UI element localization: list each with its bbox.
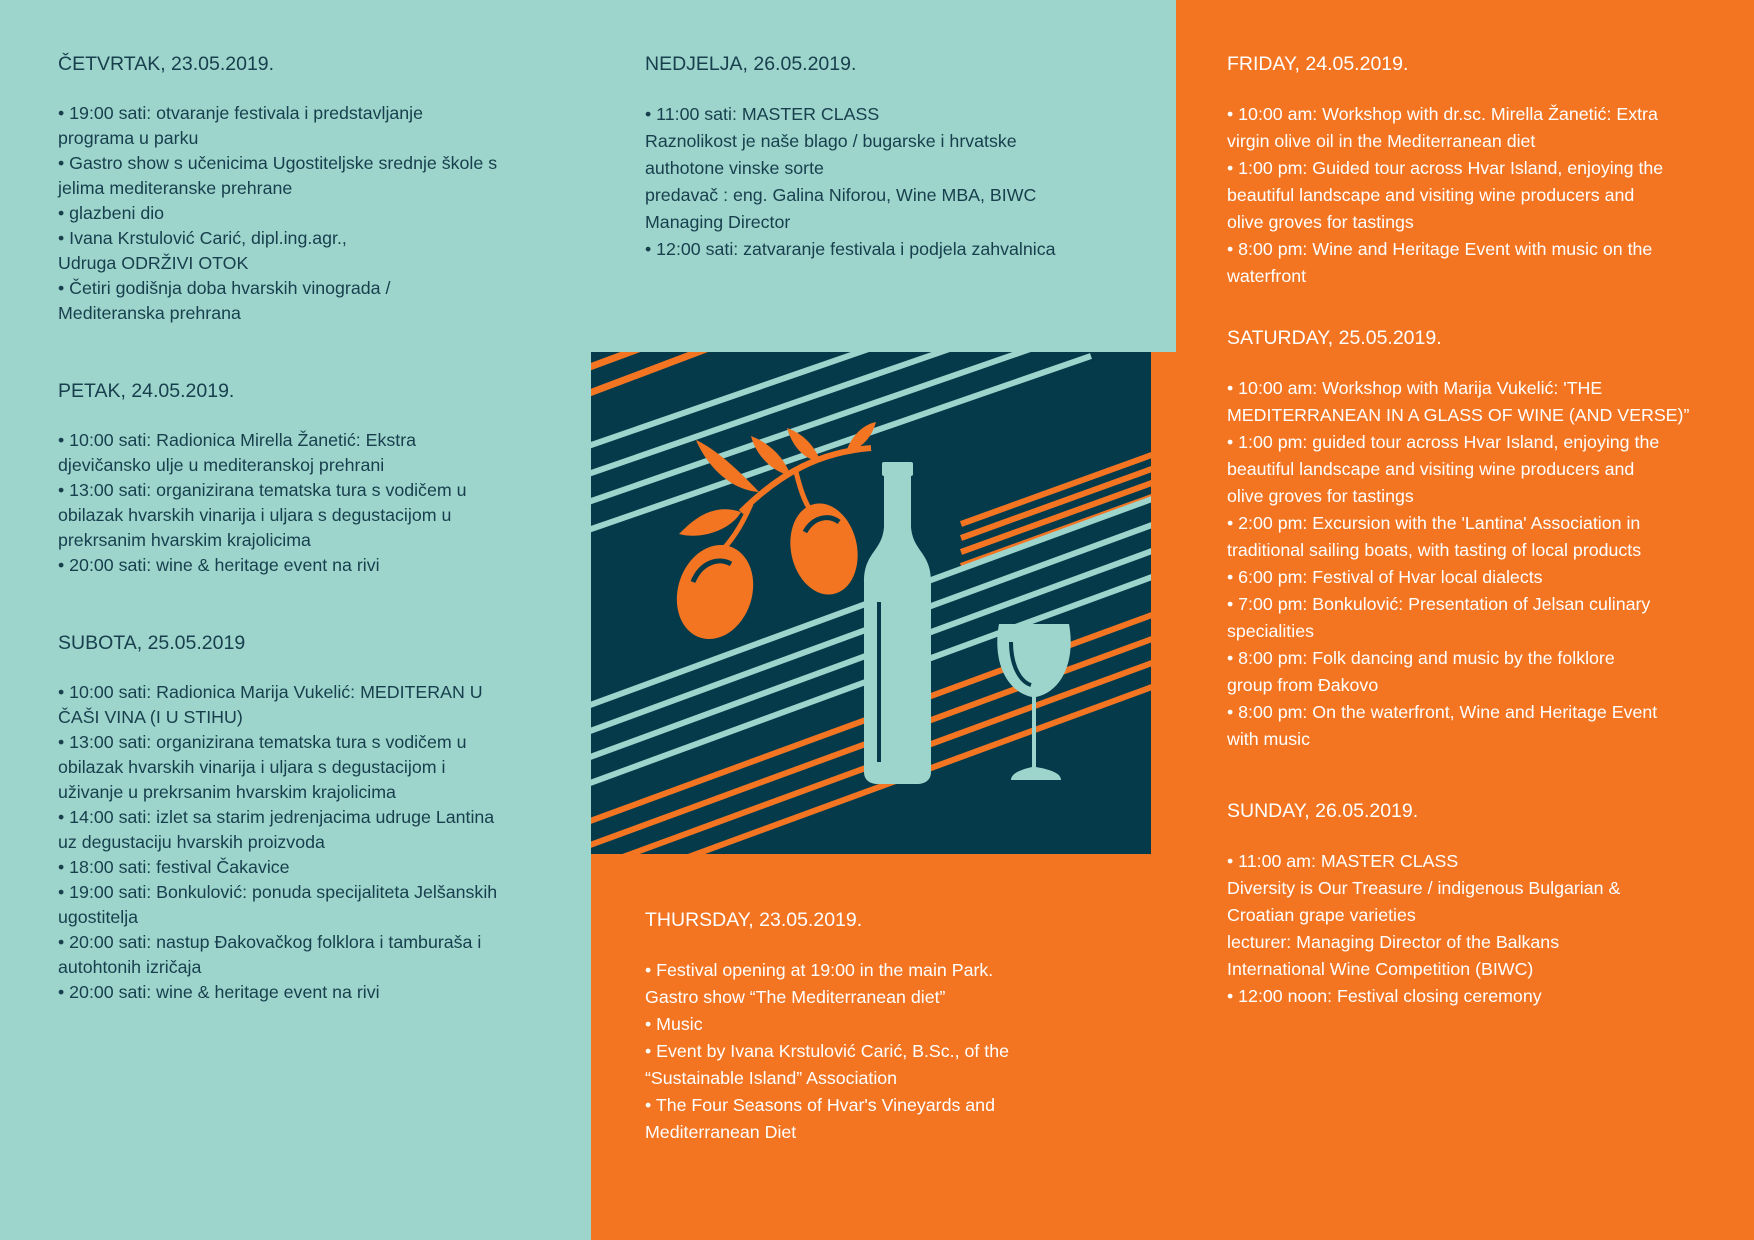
day-title: SATURDAY, 25.05.2019.: [1227, 327, 1442, 349]
schedule-item: • 19:00 sati: Bonkulović: ponuda specijaliteta Jelšanskih ugostitelja: [58, 882, 498, 927]
schedule-item: • 18:00 sati: festival Čakavice: [58, 857, 290, 877]
schedule-item: • Festival opening at 19:00 in the main Park. Gastro show “The Mediterranean diet”: [645, 960, 994, 1007]
schedule-item: • 8:00 pm: Folk dancing and music by the folklore group from Đakovo: [1227, 648, 1615, 695]
schedule-item: • Music: [645, 1014, 703, 1034]
day-title: SUBOTA, 25.05.2019: [58, 632, 246, 654]
english-schedule-column: [1227, 52, 1747, 1010]
schedule-item: • 11:00 sati: MASTER CLASS Raznolikost je naše blago / bugarske i hrvatske authotone vinske sorte predavač : eng. Galina Niforou, Wine MBA, BIWC Managing Director: [645, 104, 1037, 232]
schedule-item: • 19:00 sati: otvaranje festivala i predstavljanje programa u parku: [58, 103, 424, 148]
day-title: PETAK, 24.05.2019.: [58, 380, 235, 402]
day-title: SUNDAY, 26.05.2019.: [1227, 800, 1419, 822]
schedule-item: • 12:00 noon: Festival closing ceremony: [1227, 986, 1542, 1006]
schedule-item: • 10:00 am: Workshop with Marija Vukelić: 'THE MEDITERRANEAN IN A GLASS OF WINE (AND VERSE)”: [1227, 378, 1690, 425]
day-title: FRIDAY, 24.05.2019.: [1227, 53, 1409, 75]
croatian-sunday-column: [645, 52, 1165, 263]
day-title: THURSDAY, 23.05.2019.: [645, 909, 863, 931]
day-section-friday-en: [1227, 52, 1747, 290]
schedule-item: • 13:00 sati: organizirana tematska tura s vodičem u obilazak hvarskih vinarija i uljara s degustacijom u prekrsanim hvarskim krajolicima: [58, 480, 467, 550]
schedule-item: • 8:00 pm: Wine and Heritage Event with music on the waterfront: [1227, 239, 1653, 286]
schedule-item: • 10:00 sati: Radionica Mirella Žanetić: Ekstra djevičansko ulje u mediteranskoj prehrani: [58, 430, 417, 475]
schedule-item: • 20:00 sati: wine & heritage event na rivi: [58, 982, 380, 1002]
schedule-item: • 10:00 am: Workshop with dr.sc. Mirella Žanetić: Extra virgin olive oil in the Mediterranean diet: [1227, 104, 1658, 151]
schedule-item: • 11:00 am: MASTER CLASS Diversity is Our Treasure / indigenous Bulgarian & Croatian grape varieties lecturer: Managing Director of the Balkans International Wine Competition (BIWC): [1227, 851, 1621, 979]
schedule-item: • Ivana Krstulović Carić, dipl.ing.agr., Udruga ODRŽIVI OTOK: [58, 228, 347, 273]
day-section-friday-hr: [58, 379, 578, 578]
schedule-item: • Četiri godišnja doba hvarskih vinograda / Mediteranska prehrana: [58, 278, 391, 323]
croatian-schedule-column: [58, 52, 578, 1005]
schedule-item: • 20:00 sati: nastup Đakovačkog folklora i tamburaša i autohtonih izričaja: [58, 932, 482, 977]
schedule-item: • Gastro show s učenicima Ugostiteljske srednje škole s jelima mediteranske prehrane: [58, 153, 498, 198]
day-title: ČETVRTAK, 23.05.2019.: [58, 53, 275, 75]
day-section-sunday-en: [1227, 799, 1747, 1010]
schedule-item: • 8:00 pm: On the waterfront, Wine and Heritage Event with music: [1227, 702, 1658, 749]
day-section-saturday-en: [1227, 326, 1747, 753]
schedule-item: • 1:00 pm: guided tour across Hvar Island, enjoying the beautiful landscape and visiting wine producers and olive groves for tastings: [1227, 432, 1660, 506]
day-section-thursday-hr: [58, 52, 578, 326]
schedule-item: • 1:00 pm: Guided tour across Hvar Island, enjoying the beautiful landscape and visiting wine producers and olive groves for tastings: [1227, 158, 1664, 232]
day-title: NEDJELJA, 26.05.2019.: [645, 53, 857, 75]
schedule-item: • 10:00 sati: Radionica Marija Vukelić: MEDITERAN U ČAŠI VINA (I U STIHU): [58, 682, 483, 727]
day-section-saturday-hr: [58, 631, 578, 1005]
english-thursday-column: [645, 908, 1165, 1146]
schedule-item: • 14:00 sati: izlet sa starim jedrenjacima udruge Lantina uz degustaciju hvarskih proizvoda: [58, 807, 495, 852]
schedule-item: • 7:00 pm: Bonkulović: Presentation of Jelsan culinary specialities: [1227, 594, 1651, 641]
olive-wine-illustration: [591, 352, 1151, 854]
schedule-item: • 2:00 pm: Excursion with the 'Lantina' Association in traditional sailing boats, with tasting of local products: [1227, 513, 1642, 560]
schedule-item: • 12:00 sati: zatvaranje festivala i podjela zahvalnica: [645, 239, 1056, 259]
schedule-item: • 6:00 pm: Festival of Hvar local dialects: [1227, 567, 1543, 587]
schedule-item: • 13:00 sati: organizirana tematska tura s vodičem u obilazak hvarskih vinarija i uljara s degustacijom i uživanje u prekrsanim hvarskim krajolicima: [58, 732, 467, 802]
schedule-item: • 20:00 sati: wine & heritage event na rivi: [58, 555, 380, 575]
schedule-item: • Event by Ivana Krstulović Carić, B.Sc., of the “Sustainable Island” Association: [645, 1041, 1009, 1088]
schedule-item: • The Four Seasons of Hvar's Vineyards and Mediterranean Diet: [645, 1095, 995, 1142]
schedule-item: • glazbeni dio: [58, 203, 165, 223]
